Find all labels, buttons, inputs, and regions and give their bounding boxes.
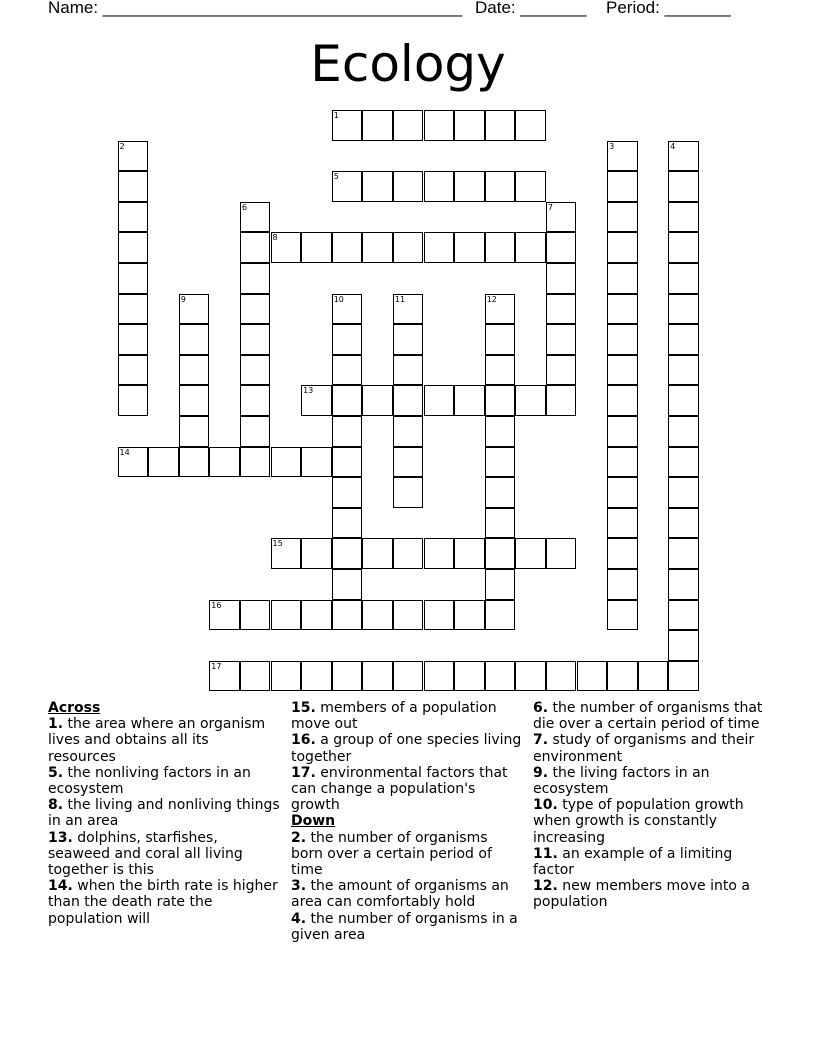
crossword-cell[interactable] bbox=[179, 294, 210, 325]
crossword-cell[interactable] bbox=[485, 538, 516, 569]
clue-text: the number of organisms that die over a certain period of time bbox=[533, 700, 763, 733]
clues-column-2 bbox=[291, 700, 523, 943]
crossword-cell[interactable] bbox=[332, 232, 363, 263]
crossword-cell[interactable] bbox=[668, 477, 699, 508]
crossword-cell[interactable] bbox=[515, 110, 546, 141]
down-clue-11 bbox=[533, 846, 773, 878]
crossword-cell[interactable] bbox=[424, 661, 455, 692]
clue-text: type of population growth when growth is constantly increasing bbox=[533, 797, 744, 846]
clue-number: 4 bbox=[670, 141, 676, 151]
crossword-cell[interactable] bbox=[515, 171, 546, 202]
crossword-cell[interactable] bbox=[240, 600, 271, 631]
crossword-cell[interactable] bbox=[240, 294, 271, 325]
crossword-cell[interactable] bbox=[668, 630, 699, 661]
period-field[interactable]: Period: _______ bbox=[606, 0, 731, 17]
crossword-cell[interactable] bbox=[668, 447, 699, 478]
crossword-cell[interactable] bbox=[668, 202, 699, 233]
crossword-cell[interactable] bbox=[240, 324, 271, 355]
crossword-cell[interactable] bbox=[607, 416, 638, 447]
crossword-cell[interactable] bbox=[271, 447, 302, 478]
crossword-cell[interactable] bbox=[668, 232, 699, 263]
clue-number-label: 17. bbox=[291, 764, 316, 781]
date-field[interactable]: Date: _______ bbox=[475, 0, 587, 17]
clue-number-label: 12. bbox=[533, 878, 558, 895]
clue-text: the area where an organism lives and obtains all its resources bbox=[48, 716, 266, 765]
crossword-cell[interactable] bbox=[607, 569, 638, 600]
clue-number: 10 bbox=[333, 294, 344, 304]
clue-number-label: 15. bbox=[291, 700, 316, 716]
down-clue-6 bbox=[533, 700, 773, 732]
crossword-cell[interactable] bbox=[332, 477, 363, 508]
crossword-cell[interactable] bbox=[546, 538, 577, 569]
down-clue-list bbox=[291, 830, 523, 943]
crossword-cell[interactable] bbox=[393, 447, 424, 478]
crossword-cell[interactable] bbox=[485, 600, 516, 631]
clue-number-label: 5. bbox=[48, 764, 64, 781]
clue-text: new members move into a population bbox=[533, 878, 750, 911]
clue-text: the living factors in an ecosystem bbox=[533, 764, 710, 798]
crossword-cell[interactable] bbox=[362, 661, 393, 692]
crossword-cell[interactable] bbox=[393, 110, 424, 141]
clue-number: 1 bbox=[333, 111, 339, 120]
across-heading: Across bbox=[48, 700, 101, 716]
clue-number-label: 11. bbox=[533, 845, 558, 862]
crossword-cell[interactable] bbox=[179, 385, 210, 416]
crossword-cell[interactable] bbox=[240, 232, 271, 263]
crossword-cell[interactable] bbox=[332, 171, 363, 202]
crossword-cell[interactable] bbox=[240, 355, 271, 386]
crossword-cell[interactable] bbox=[301, 232, 332, 263]
crossword-cell[interactable] bbox=[454, 600, 485, 631]
crossword-cell[interactable] bbox=[332, 508, 363, 539]
crossword-cell[interactable] bbox=[546, 263, 577, 294]
crossword-cell[interactable] bbox=[332, 538, 363, 569]
clue-number-label: 4. bbox=[291, 910, 307, 927]
crossword-cell[interactable] bbox=[271, 661, 302, 692]
crossword-cell[interactable] bbox=[118, 324, 149, 355]
name-field[interactable]: Name: ______________________________________ bbox=[48, 0, 463, 17]
crossword-cell[interactable] bbox=[332, 569, 363, 600]
crossword-cell[interactable] bbox=[209, 447, 240, 478]
crossword-cell[interactable] bbox=[454, 232, 485, 263]
clue-number: 6 bbox=[241, 202, 247, 212]
crossword-cell[interactable] bbox=[179, 355, 210, 386]
clue-text: a group of one species living together bbox=[291, 732, 522, 765]
crossword-cell[interactable] bbox=[240, 202, 271, 233]
crossword-cell[interactable] bbox=[118, 232, 149, 263]
down-heading: Down bbox=[291, 813, 336, 830]
crossword-cell[interactable] bbox=[118, 447, 149, 478]
crossword-cell[interactable] bbox=[393, 385, 424, 416]
crossword-cell[interactable] bbox=[393, 294, 424, 325]
crossword-cell[interactable] bbox=[607, 447, 638, 478]
crossword-cell[interactable] bbox=[515, 661, 546, 692]
crossword-cell[interactable] bbox=[393, 477, 424, 508]
across-clue-14 bbox=[48, 878, 280, 927]
clue-text: study of organisms and their environment bbox=[533, 732, 755, 765]
clues-column-3 bbox=[533, 700, 773, 911]
crossword-cell[interactable] bbox=[362, 385, 393, 416]
clue-number: 13 bbox=[303, 386, 314, 396]
crossword-cell[interactable] bbox=[668, 171, 699, 202]
crossword-cell[interactable] bbox=[485, 294, 516, 325]
crossword-cell[interactable] bbox=[454, 110, 485, 141]
crossword-cell[interactable] bbox=[454, 538, 485, 569]
crossword-cell[interactable] bbox=[515, 538, 546, 569]
crossword-cell[interactable] bbox=[240, 661, 271, 692]
clue-text: members of a population move out bbox=[291, 700, 497, 733]
page-title: Ecology bbox=[310, 35, 506, 93]
down-clue-list-continued bbox=[533, 700, 773, 911]
crossword-cell[interactable] bbox=[668, 294, 699, 325]
clue-number: 9 bbox=[180, 294, 186, 304]
crossword-cell[interactable] bbox=[301, 600, 332, 631]
clue-text: the number of organisms born over a certain period of time bbox=[291, 829, 492, 879]
crossword-cell[interactable] bbox=[118, 263, 149, 294]
clue-text: the number of organisms in a given area bbox=[291, 910, 518, 943]
clue-number-label: 10. bbox=[533, 797, 558, 814]
student-info-header bbox=[0, 0, 816, 22]
clues-column-1 bbox=[48, 700, 280, 927]
crossword-cell[interactable] bbox=[607, 508, 638, 539]
down-clue-10 bbox=[533, 797, 773, 846]
crossword-cell[interactable] bbox=[485, 477, 516, 508]
across-clue-8 bbox=[48, 797, 280, 829]
crossword-cell[interactable] bbox=[332, 447, 363, 478]
clue-number: 5 bbox=[333, 172, 339, 182]
clue-number: 8 bbox=[272, 233, 278, 243]
across-clue-15 bbox=[291, 700, 523, 732]
crossword-cell[interactable] bbox=[485, 569, 516, 600]
crossword-cell[interactable] bbox=[485, 447, 516, 478]
crossword-cell[interactable] bbox=[424, 110, 455, 141]
crossword-cell[interactable] bbox=[607, 355, 638, 386]
clue-number-label: 7. bbox=[533, 732, 549, 749]
crossword-cell[interactable] bbox=[607, 385, 638, 416]
crossword-cell[interactable] bbox=[301, 385, 332, 416]
crossword-cell[interactable] bbox=[515, 232, 546, 263]
crossword-cell[interactable] bbox=[515, 385, 546, 416]
crossword-cell[interactable] bbox=[454, 661, 485, 692]
across-clue-list bbox=[48, 716, 280, 927]
across-clue-13 bbox=[48, 830, 280, 879]
crossword-cell[interactable] bbox=[393, 661, 424, 692]
across-clue-5 bbox=[48, 765, 280, 797]
crossword-cell[interactable] bbox=[118, 355, 149, 386]
clue-text: dolphins, starfishes, seaweed and coral all living together is this bbox=[48, 829, 243, 879]
crossword-cell[interactable] bbox=[393, 232, 424, 263]
crossword-cell[interactable] bbox=[668, 600, 699, 631]
across-clue-17 bbox=[291, 765, 523, 814]
crossword-cell[interactable] bbox=[393, 355, 424, 386]
down-clue-4 bbox=[291, 911, 523, 943]
crossword-cell[interactable] bbox=[118, 171, 149, 202]
crossword-cell[interactable] bbox=[485, 508, 516, 539]
clue-text: the amount of organisms an area can comfortably hold bbox=[291, 878, 509, 911]
crossword-cell[interactable] bbox=[607, 202, 638, 233]
crossword-cell[interactable] bbox=[148, 447, 179, 478]
crossword-cell[interactable] bbox=[332, 661, 363, 692]
clue-text: when the birth rate is higher than the death rate the population will bbox=[48, 878, 278, 927]
crossword-cell[interactable] bbox=[118, 294, 149, 325]
crossword-cell[interactable] bbox=[362, 171, 393, 202]
down-clue-2 bbox=[291, 830, 523, 879]
crossword-cell[interactable] bbox=[362, 232, 393, 263]
crossword-cell[interactable] bbox=[271, 538, 302, 569]
crossword-cell[interactable] bbox=[240, 447, 271, 478]
crossword-cell[interactable] bbox=[485, 661, 516, 692]
crossword-cell[interactable] bbox=[638, 661, 669, 692]
crossword-cell[interactable] bbox=[179, 324, 210, 355]
crossword-cell[interactable] bbox=[271, 600, 302, 631]
clue-text: an example of a limiting factor bbox=[533, 845, 733, 879]
clue-number: 11 bbox=[394, 294, 406, 304]
clue-number: 16 bbox=[211, 600, 222, 610]
crossword-cell[interactable] bbox=[485, 416, 516, 447]
clue-number-label: 3. bbox=[291, 878, 307, 895]
crossword-cell[interactable] bbox=[393, 324, 424, 355]
crossword-cell[interactable] bbox=[118, 385, 149, 416]
crossword-cell[interactable] bbox=[485, 385, 516, 416]
down-clue-9 bbox=[533, 765, 773, 797]
across-clue-16 bbox=[291, 732, 523, 764]
crossword-cell[interactable] bbox=[485, 171, 516, 202]
clue-number-label: 13. bbox=[48, 829, 73, 846]
crossword-cell[interactable] bbox=[179, 416, 210, 447]
crossword-cell[interactable] bbox=[577, 661, 608, 692]
crossword-cell[interactable] bbox=[332, 385, 363, 416]
down-clue-3 bbox=[291, 878, 523, 910]
crossword-cell[interactable] bbox=[485, 110, 516, 141]
crossword-cell[interactable] bbox=[546, 294, 577, 325]
crossword-cell[interactable] bbox=[546, 355, 577, 386]
clue-text: environmental factors that can change a population's growth bbox=[291, 764, 508, 814]
crossword-cell[interactable] bbox=[668, 355, 699, 386]
clue-number: 15 bbox=[272, 539, 283, 549]
crossword-cell[interactable] bbox=[668, 385, 699, 416]
crossword-cell[interactable] bbox=[332, 416, 363, 447]
clue-number: 17 bbox=[211, 661, 222, 671]
crossword-cell[interactable] bbox=[668, 416, 699, 447]
crossword-cell[interactable] bbox=[179, 447, 210, 478]
down-clue-7 bbox=[533, 732, 773, 764]
crossword-cell[interactable] bbox=[271, 232, 302, 263]
crossword-cell[interactable] bbox=[668, 569, 699, 600]
clue-number-label: 8. bbox=[48, 797, 64, 814]
crossword-cell[interactable] bbox=[362, 538, 393, 569]
crossword-cell[interactable] bbox=[332, 600, 363, 631]
clue-number: 3 bbox=[609, 141, 615, 151]
crossword-cell[interactable] bbox=[485, 355, 516, 386]
crossword-cell[interactable] bbox=[607, 263, 638, 294]
crossword-cell[interactable] bbox=[546, 202, 577, 233]
crossword-cell[interactable] bbox=[424, 232, 455, 263]
crossword-cell[interactable] bbox=[301, 538, 332, 569]
crossword-cell[interactable] bbox=[393, 416, 424, 447]
crossword-cell[interactable] bbox=[240, 385, 271, 416]
crossword-cell[interactable] bbox=[546, 232, 577, 263]
crossword-cell[interactable] bbox=[240, 263, 271, 294]
crossword-cell[interactable] bbox=[607, 661, 638, 692]
crossword-cell[interactable] bbox=[301, 447, 332, 478]
clue-number-label: 16. bbox=[291, 732, 316, 749]
crossword-cell[interactable] bbox=[332, 324, 363, 355]
clue-number: 14 bbox=[119, 447, 130, 457]
crossword-cell[interactable] bbox=[485, 324, 516, 355]
crossword-cell[interactable] bbox=[668, 263, 699, 294]
crossword-cell[interactable] bbox=[607, 294, 638, 325]
clue-text: the living and nonliving things in an area bbox=[48, 797, 280, 830]
crossword-cell[interactable] bbox=[393, 171, 424, 202]
crossword-cell[interactable] bbox=[668, 141, 699, 172]
across-clue-1 bbox=[48, 716, 280, 765]
crossword-cell[interactable] bbox=[209, 661, 240, 692]
down-clue-12 bbox=[533, 878, 773, 910]
crossword-cell[interactable] bbox=[546, 661, 577, 692]
crossword-cell[interactable] bbox=[332, 355, 363, 386]
crossword-cell[interactable] bbox=[332, 110, 363, 141]
crossword-cell[interactable] bbox=[454, 385, 485, 416]
crossword-cell[interactable] bbox=[424, 385, 455, 416]
crossword-cell[interactable] bbox=[668, 508, 699, 539]
crossword-cell[interactable] bbox=[607, 171, 638, 202]
crossword-cell[interactable] bbox=[668, 538, 699, 569]
crossword-cell[interactable] bbox=[607, 538, 638, 569]
crossword-cell[interactable] bbox=[332, 294, 363, 325]
crossword-cell[interactable] bbox=[393, 538, 424, 569]
crossword-cell[interactable] bbox=[546, 324, 577, 355]
crossword-cell[interactable] bbox=[668, 324, 699, 355]
across-clue-list-continued bbox=[291, 700, 523, 813]
crossword-cell[interactable] bbox=[485, 232, 516, 263]
clue-number: 2 bbox=[119, 141, 125, 151]
crossword-cell[interactable] bbox=[607, 324, 638, 355]
clue-number-label: 9. bbox=[533, 764, 549, 781]
crossword-cell[interactable] bbox=[393, 600, 424, 631]
clue-number-label: 14. bbox=[48, 878, 73, 895]
crossword-cell[interactable] bbox=[607, 141, 638, 172]
crossword-cell[interactable] bbox=[362, 600, 393, 631]
crossword-cell[interactable] bbox=[607, 232, 638, 263]
crossword-cell[interactable] bbox=[118, 202, 149, 233]
crossword-cell[interactable] bbox=[118, 141, 149, 172]
crossword-cell[interactable] bbox=[607, 477, 638, 508]
crossword-cell[interactable] bbox=[546, 385, 577, 416]
crossword-cell[interactable] bbox=[424, 600, 455, 631]
crossword-cell[interactable] bbox=[607, 600, 638, 631]
clue-number-label: 6. bbox=[533, 700, 549, 716]
clue-number-label: 1. bbox=[48, 716, 64, 733]
crossword-cell[interactable] bbox=[424, 171, 455, 202]
crossword-cell[interactable] bbox=[301, 661, 332, 692]
clue-number: 7 bbox=[547, 202, 553, 212]
crossword-cell[interactable] bbox=[209, 600, 240, 631]
crossword-cell[interactable] bbox=[362, 110, 393, 141]
clue-number-label: 2. bbox=[291, 829, 307, 846]
crossword-cell[interactable] bbox=[454, 171, 485, 202]
crossword-cell[interactable] bbox=[668, 661, 699, 692]
crossword-cell[interactable] bbox=[424, 538, 455, 569]
clue-number: 12 bbox=[486, 294, 497, 304]
clue-text: the nonliving factors in an ecosystem bbox=[48, 764, 251, 798]
crossword-cell[interactable] bbox=[240, 416, 271, 447]
